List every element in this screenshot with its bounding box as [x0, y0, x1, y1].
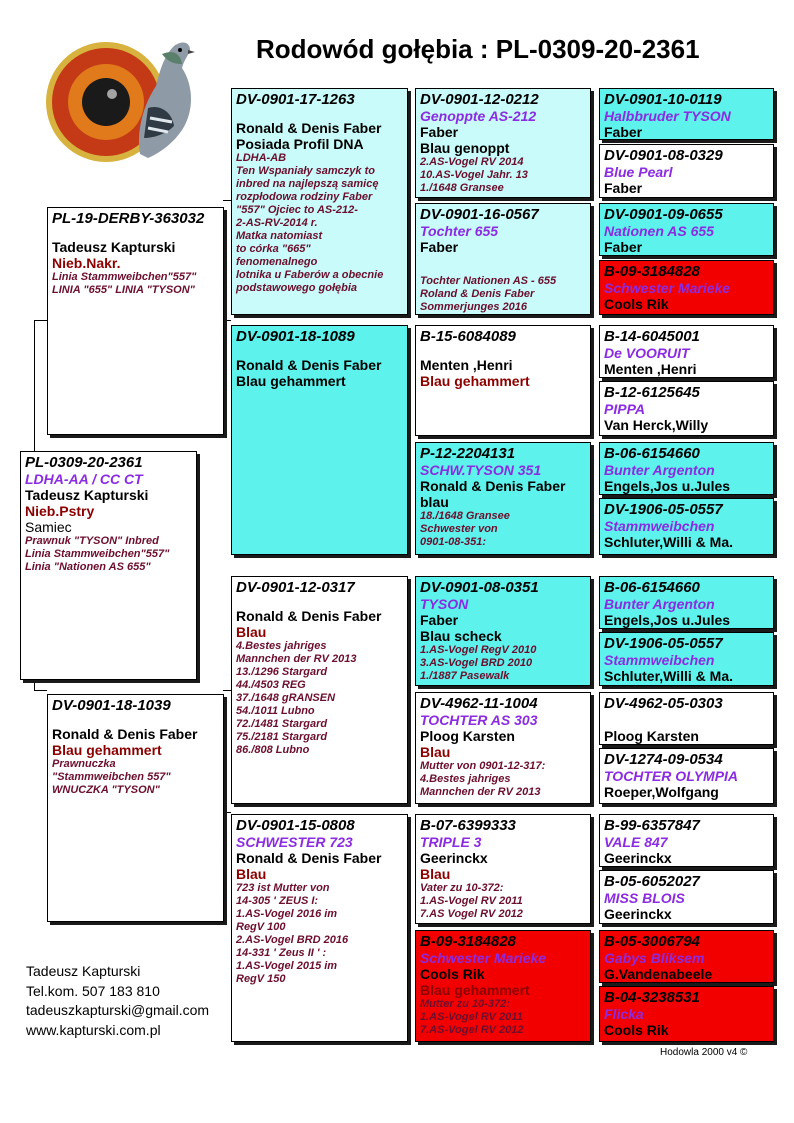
mmm-note: 7.AS-Vogel RV 2012 [420, 1024, 524, 1036]
ffm-note: Roland & Denis Faber [420, 288, 535, 300]
g4-owner: Faber [604, 239, 643, 255]
mmf-name: TRIPLE 3 [420, 834, 482, 850]
ffm-owner: Faber [420, 239, 459, 255]
father-note: LINIA "655" LINIA "TYSON" [52, 284, 195, 296]
page-title: Rodowód gołębia : PL-0309-20-2361 [256, 34, 700, 64]
ff-note: Ten Wspaniały samczyk to [236, 165, 375, 177]
mf-note: 4.Bestes jahriges [236, 640, 327, 652]
g4-owner: Roeper,Wolfgang [604, 784, 719, 800]
ff-note: inbred na najlepszą samicę [236, 178, 379, 190]
gen4-box [599, 442, 774, 495]
fmf-owner: Menten ,Henri [420, 357, 513, 373]
gen4-box [599, 748, 774, 804]
mfm-ring: DV-4962-11-1004 [420, 695, 538, 712]
g4-name: Schwester Marieke [604, 280, 731, 296]
g4-owner: Engels,Jos u.Jules [604, 612, 731, 628]
mf-color: Blau [236, 624, 267, 640]
gen3-box-fmf [415, 325, 591, 436]
ff-note: podstawowego gołębia [236, 282, 358, 294]
gen4-box [599, 498, 774, 555]
g4-owner: Cools Rik [604, 1022, 669, 1038]
g4-owner: Van Herck,Willy [604, 417, 709, 433]
fff-note: 1./1648 Gransee [420, 182, 504, 194]
fm-owner: Ronald & Denis Faber [236, 357, 382, 373]
mff-name: TYSON [420, 596, 469, 612]
mff-note: 1.AS-Vogel RegV 2010 [420, 644, 537, 656]
gen3-box-mfm [415, 692, 591, 804]
mm-note: 14-305 ' ZEUS I: [236, 895, 319, 907]
gen4-box [599, 203, 774, 256]
gen4-box [599, 930, 774, 983]
g4-owner: G.Vandenabeele [604, 966, 713, 982]
gen4-box [599, 692, 774, 745]
mf-note: 75./2181 Stargard [236, 731, 328, 743]
ff-extra: Posiada Profil DNA [236, 136, 364, 152]
mfm-name: TOCHTER AS 303 [420, 712, 538, 728]
software-credit: Hodowla 2000 v4 © [660, 1047, 748, 1058]
g4-name: Blue Pearl [604, 164, 673, 180]
gen3-box-ffm [415, 203, 591, 315]
g4-name: De VOORUIT [604, 345, 690, 361]
mmf-ring: B-07-6399333 [420, 817, 516, 834]
fff-color: Blau genoppt [420, 140, 510, 156]
g4-owner: Faber [604, 180, 643, 196]
mmf-owner: Geerinckx [420, 850, 488, 866]
mfm-note: Mutter von 0901-12-317: [420, 760, 546, 772]
subject-note: Prawnuk "TYSON" Inbred [25, 535, 159, 547]
mother-color: Blau gehammert [52, 742, 162, 758]
g4-ring: B-12-6125645 [604, 384, 700, 401]
g4-name: Bunter Argenton [604, 462, 715, 478]
g4-owner: Schluter,Willi & Ma. [604, 534, 734, 550]
subject-box [20, 451, 197, 680]
g4-ring: B-05-6052027 [604, 873, 700, 890]
mf-owner: Ronald & Denis Faber [236, 608, 382, 624]
mm-note: 1.AS-Vogel 2016 im [236, 908, 338, 920]
g4-name: PIPPA [604, 401, 645, 417]
g4-ring: B-14-6045001 [604, 328, 700, 345]
mother-note: WNUCZKA "TYSON" [52, 784, 160, 796]
ffm-note: Sommerjunges 2016 [420, 301, 527, 313]
ff-owner: Ronald & Denis Faber [236, 120, 382, 136]
ffm-ring: DV-0901-16-0567 [420, 206, 539, 223]
fm-color: Blau gehammert [236, 373, 346, 389]
fm-ring: DV-0901-18-1089 [236, 328, 355, 345]
fff-ring: DV-0901-12-0212 [420, 91, 539, 108]
mother-owner: Ronald & Denis Faber [52, 726, 198, 742]
grandsire-maternal-box [231, 576, 408, 804]
ff-ring: DV-0901-17-1263 [236, 91, 355, 108]
mff-note: 1./1887 Pasewalk [420, 670, 510, 682]
gen3-box-fmm [415, 442, 591, 555]
g4-name: TOCHTER OLYMPIA [604, 768, 739, 784]
mfm-owner: Ploog Karsten [420, 728, 515, 744]
ff-note: LDHA-AB [236, 152, 287, 164]
fff-name: Genoppte AS-212 [420, 108, 537, 124]
g4-owner: Ploog Karsten [604, 728, 699, 744]
mm-color: Blau [236, 866, 267, 882]
g4-ring: DV-0901-09-0655 [604, 206, 723, 223]
father-owner: Tadeusz Kapturski [52, 239, 176, 255]
father-note: Linia Stammweibchen"557" [52, 271, 197, 283]
g4-name [604, 712, 769, 728]
mm-ring: DV-0901-15-0808 [236, 817, 355, 834]
g4-name: Flicka [604, 1006, 644, 1022]
gen3-box-mmm [415, 930, 591, 1042]
mff-owner: Faber [420, 612, 459, 628]
fmm-owner: Ronald & Denis Faber [420, 478, 566, 494]
gen3-box-mmf [415, 814, 591, 924]
mff-ring: DV-0901-08-0351 [420, 579, 539, 596]
gen4-box [599, 144, 774, 198]
ff-note: "557" Ojciec to AS-212- [236, 204, 358, 216]
g4-ring: B-06-6154660 [604, 445, 700, 462]
fmm-name: SCHW.TYSON 351 [420, 462, 542, 478]
contact-website[interactable]: www.kapturski.com.pl [26, 1021, 161, 1038]
mmf-note: Vater zu 10-372: [420, 882, 504, 894]
gen4-box [599, 986, 774, 1042]
father-ring: PL-19-DERBY-363032 [52, 210, 205, 227]
gen4-box [599, 88, 774, 140]
fmf-ring: B-15-6084089 [420, 328, 516, 345]
g4-ring: DV-1274-09-0534 [604, 751, 723, 768]
subject-owner: Tadeusz Kapturski [25, 487, 149, 503]
gen3-box-fff [415, 88, 591, 198]
mf-note: 72./1481 Stargard [236, 718, 328, 730]
pigeon-eye-logo [44, 34, 196, 164]
subject-sex: Samiec [25, 519, 72, 535]
subject-note: Linia "Nationen AS 655" [25, 561, 151, 573]
g4-name: Bunter Argenton [604, 596, 715, 612]
mmm-color: Blau gehammert [420, 982, 530, 998]
granddam-maternal-box [231, 814, 408, 1042]
mmm-note: Mutter zu 10-372: [420, 998, 510, 1010]
g4-ring: B-04-3238531 [604, 989, 700, 1006]
mother-note: Prawnuczka [52, 758, 116, 770]
g4-name: Stammweibchen [604, 652, 715, 668]
ffm-note: Tochter Nationen AS - 655 [420, 275, 557, 287]
mm-name: SCHWESTER 723 [236, 834, 353, 850]
gen4-box [599, 381, 774, 436]
mm-note: 14-331 ' Zeus II ' : [236, 947, 327, 959]
mf-note: 44./4503 REG [236, 679, 306, 691]
mmf-color: Blau [420, 866, 451, 882]
mfm-color: Blau [420, 744, 451, 760]
fff-note: 2.AS-Vogel RV 2014 [420, 156, 524, 168]
mother-ring: DV-0901-18-1039 [52, 697, 171, 714]
g4-ring: DV-0901-08-0329 [604, 147, 723, 164]
mother-box [47, 694, 224, 922]
mmm-owner: Cools Rik [420, 966, 485, 982]
subject-color: Nieb.Pstry [25, 503, 95, 519]
gen4-box [599, 260, 774, 315]
grandsire-paternal-box [231, 88, 408, 315]
g4-name: VALE 847 [604, 834, 668, 850]
g4-ring: B-09-3184828 [604, 263, 700, 280]
gen4-box [599, 325, 774, 378]
mff-color: Blau scheck [420, 628, 502, 644]
g4-owner: Geerinckx [604, 850, 672, 866]
g4-ring: DV-0901-10-0119 [604, 91, 722, 108]
fmm-color: blau [420, 494, 449, 510]
mf-note: 86./808 Lubno [236, 744, 310, 756]
subject-ring: PL-0309-20-2361 [25, 454, 143, 471]
g4-ring: B-06-6154660 [604, 579, 700, 596]
ff-note: fenomenalnego [236, 256, 318, 268]
g4-ring: DV-1906-05-0557 [604, 635, 723, 652]
mmf-note: 1.AS-Vogel RV 2011 [420, 895, 523, 907]
fmm-note: 18./1648 Gransee [420, 510, 510, 522]
mm-note: 723 ist Mutter von [236, 882, 330, 894]
fmm-note: 0901-08-351: [420, 536, 487, 548]
mfm-note: Mannchen der RV 2013 [420, 786, 541, 798]
g4-ring: B-05-3006794 [604, 933, 700, 950]
g4-owner: Cools Rik [604, 296, 669, 312]
contact-block [26, 962, 209, 1040]
gen4-box [599, 632, 774, 686]
ff-note: to córka "665" [236, 243, 311, 255]
contact-email[interactable]: tadeuszkapturski@gmail.com [26, 1002, 210, 1018]
g4-name: Gabys Bliksem [604, 950, 705, 966]
gen4-box [599, 870, 774, 924]
g4-name: Halbbruder TYSON [604, 108, 731, 124]
g4-owner: Engels,Jos u.Jules [604, 478, 731, 494]
mmm-name: Schwester Marieke [420, 950, 547, 966]
fmm-note: Schwester von [420, 523, 498, 535]
fff-owner: Faber [420, 124, 459, 140]
father-color: Nieb.Nakr. [52, 255, 121, 271]
gen4-box [599, 814, 774, 867]
g4-name: MISS BLOIS [604, 890, 685, 906]
fmm-ring: P-12-2204131 [420, 445, 516, 462]
mmf-note: 7.AS Vogel RV 2012 [420, 908, 523, 920]
subject-name: LDHA-AA / CC CT [25, 471, 143, 487]
g4-ring: B-99-6357847 [604, 817, 700, 834]
mfm-note: 4.Bestes jahriges [420, 773, 511, 785]
gen4-box [599, 576, 774, 629]
mf-ring: DV-0901-12-0317 [236, 579, 355, 596]
g4-owner: Menten ,Henri [604, 361, 697, 377]
fmf-color: Blau gehammert [420, 373, 530, 389]
contact-phone: Tel.kom. 507 183 810 [26, 982, 160, 999]
g4-owner: Geerinckx [604, 906, 672, 922]
g4-name: Nationen AS 655 [604, 223, 714, 239]
g4-ring: DV-1906-05-0557 [604, 501, 723, 518]
mm-note: RegV 150 [236, 973, 286, 985]
ffm-name: Tochter 655 [420, 223, 499, 239]
fff-note: 10.AS-Vogel Jahr. 13 [420, 169, 528, 181]
ff-note: Matka natomiast [236, 230, 323, 242]
ff-note: rozpłodowa rodziny Faber [236, 191, 373, 203]
mm-note: RegV 100 [236, 921, 286, 933]
contact-name: Tadeusz Kapturski [26, 963, 141, 979]
g4-owner: Schluter,Willi & Ma. [604, 668, 734, 684]
mother-note: "Stammweibchen 557" [52, 771, 171, 783]
granddam-paternal-box [231, 325, 408, 555]
ff-note: 2-AS-RV-2014 r. [236, 217, 318, 229]
subject-note: Linia Stammweibchen"557" [25, 548, 170, 560]
ff-note: lotnika u Faberów a obecnie [236, 269, 384, 281]
g4-ring: DV-4962-05-0303 [604, 695, 723, 712]
gen3-box-mff [415, 576, 591, 686]
mf-note: 13./1296 Stargard [236, 666, 328, 678]
mf-note: 54./1011 Lubno [236, 705, 315, 717]
mm-owner: Ronald & Denis Faber [236, 850, 382, 866]
mmm-note: 1.AS-Vogel RV 2011 [420, 1011, 523, 1023]
g4-name: Stammweibchen [604, 518, 715, 534]
father-box [47, 207, 224, 435]
mm-note: 2.AS-Vogel BRD 2016 [236, 934, 349, 946]
mff-note: 3.AS-Vogel BRD 2010 [420, 657, 533, 669]
g4-owner: Faber [604, 124, 643, 140]
mm-note: 1.AS-Vogel 2015 im [236, 960, 338, 972]
mf-note: Mannchen der RV 2013 [236, 653, 357, 665]
mmm-ring: B-09-3184828 [420, 933, 516, 950]
mf-note: 37./1648 gRANSEN [236, 692, 336, 704]
